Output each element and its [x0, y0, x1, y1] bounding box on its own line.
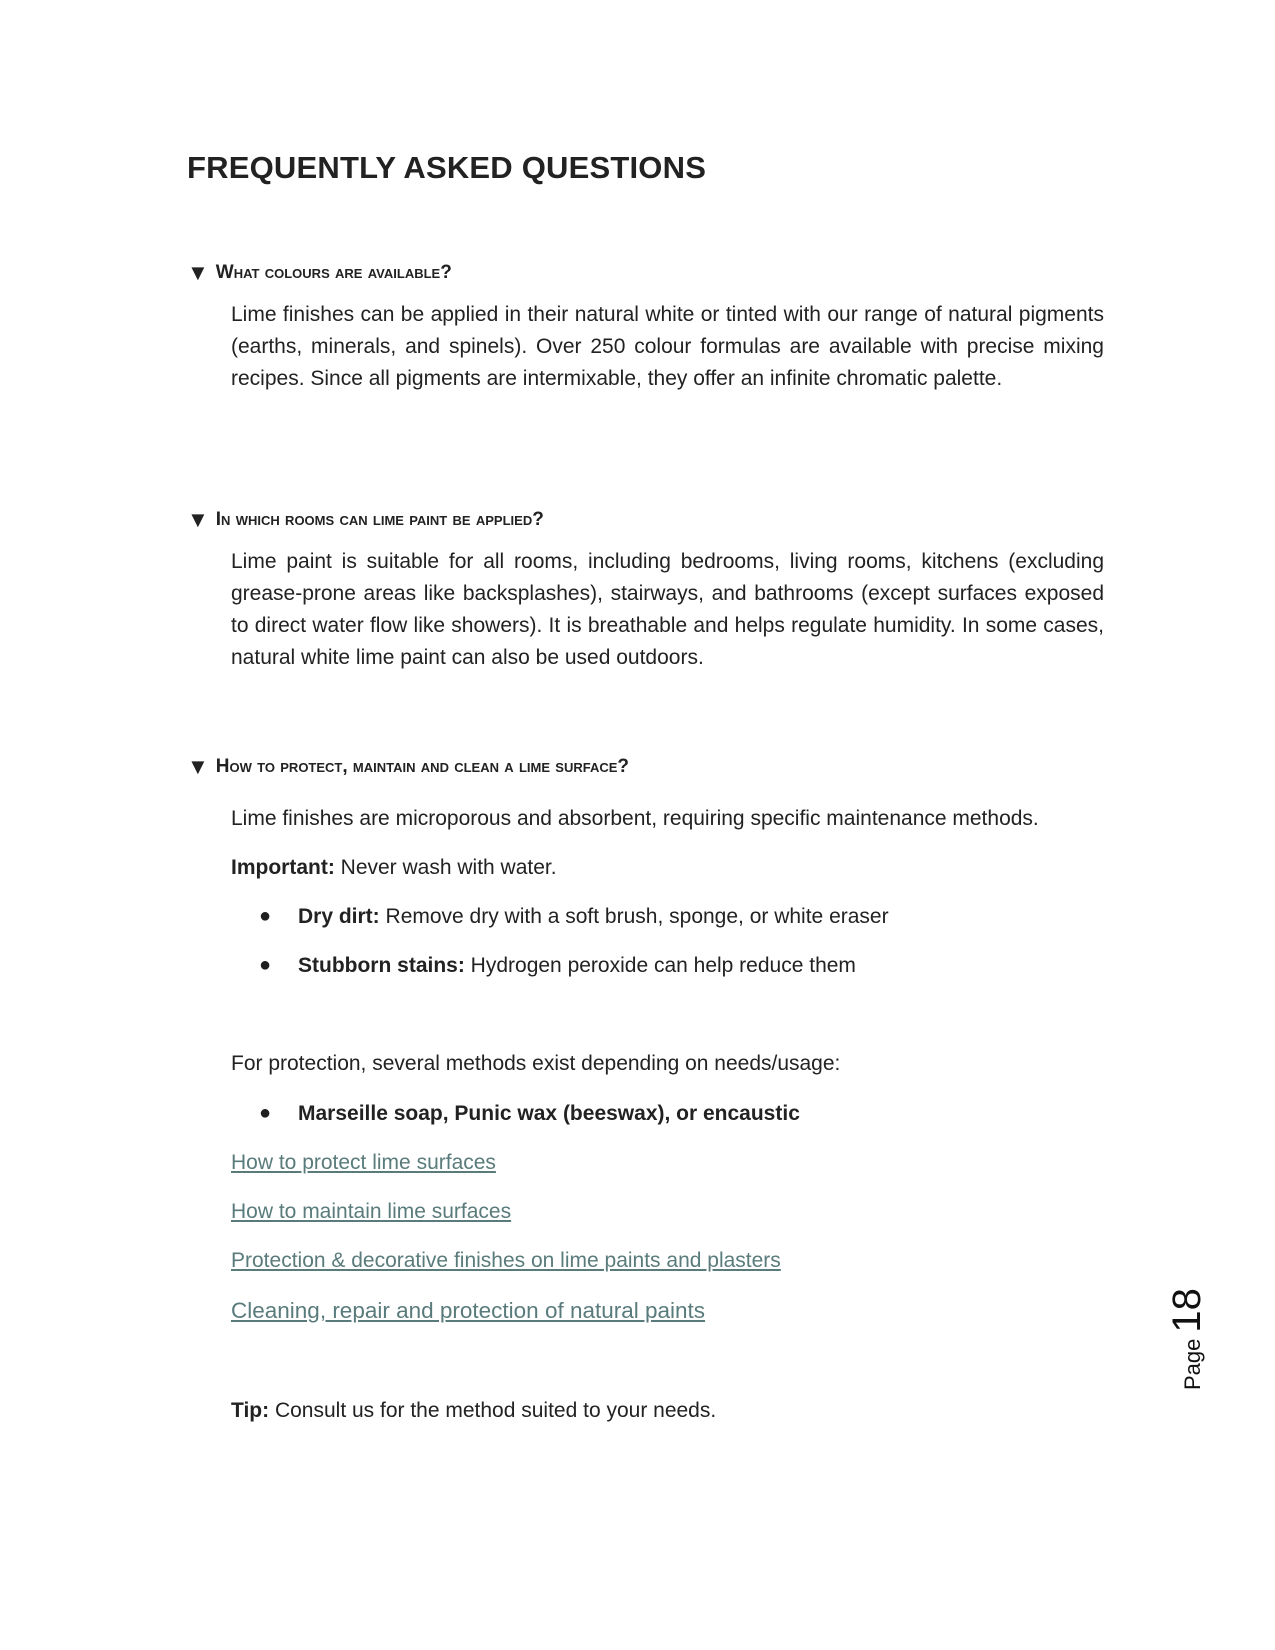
- link-cleaning-repair[interactable]: Cleaning, repair and protection of natural paints: [231, 1298, 706, 1323]
- list-item-label: Stubborn stains:: [298, 954, 465, 977]
- faq-question[interactable]: [187, 509, 1104, 531]
- faq-question-text: What colours are available?: [215, 262, 452, 283]
- page-number: [1165, 1288, 1209, 1390]
- faq-answer: Lime paint is suitable for all rooms, including bedrooms, living rooms, kitchens (excluding grease-prone areas like backsplashes), stairways, and bathrooms (except surfaces exposed to direct water flow like showers). It is breathable and helps regulate humidity. In some cases, natural white lime paint can also be used outdoors.: [231, 550, 1104, 669]
- triangle-down-icon[interactable]: ▼: [187, 754, 209, 779]
- faq-question[interactable]: [187, 756, 1104, 778]
- faq-item-maintenance: [187, 756, 1104, 778]
- bullet-icon: ●: [259, 954, 272, 976]
- page-number-value: 18: [1165, 1288, 1209, 1333]
- bullet-icon: ●: [259, 905, 272, 927]
- tip-label: Tip:: [231, 1399, 270, 1422]
- link-protection-finishes[interactable]: Protection & decorative finishes on lime paints and plasters: [231, 1249, 781, 1272]
- list-item-label: Dry dirt:: [298, 905, 380, 928]
- link-protect-lime[interactable]: How to protect lime surfaces: [231, 1151, 496, 1174]
- faq-question[interactable]: [187, 262, 1104, 284]
- important-note: [231, 856, 557, 880]
- triangle-down-icon[interactable]: ▼: [187, 260, 209, 285]
- protection-intro: For protection, several methods exist depending on needs/usage:: [231, 1052, 841, 1075]
- faq-item-colours: [187, 262, 1104, 395]
- page-title: FREQUENTLY ASKED QUESTIONS: [187, 150, 707, 185]
- faq-question-text: How to protect, maintain and clean a lime surface?: [215, 756, 630, 777]
- list-item-text: Remove dry with a soft brush, sponge, or white eraser: [379, 905, 889, 928]
- triangle-down-icon[interactable]: ▼: [187, 507, 209, 532]
- maintenance-intro: Lime finishes are microporous and absorbent, requiring specific maintenance methods.: [231, 807, 1039, 830]
- list-item: [298, 905, 889, 929]
- list-item-text: Hydrogen peroxide can help reduce them: [464, 954, 856, 977]
- page-label: Page: [1180, 1338, 1205, 1390]
- faq-answer: Lime finishes can be applied in their natural white or tinted with our range of natural pigments (earths, minerals, and spinels). Over 250 colour formulas are available with precise mixing recipes. Since all pigments are intermixable, they offer an infinite chromatic palette.: [231, 303, 1104, 390]
- important-text: Never wash with water.: [334, 856, 557, 879]
- list-item: [298, 954, 856, 978]
- bullet-icon: ●: [259, 1102, 272, 1124]
- important-label: Important:: [231, 856, 335, 879]
- faq-item-rooms: [187, 509, 1104, 674]
- protection-bullet: Marseille soap, Punic wax (beeswax), or encaustic: [298, 1102, 800, 1125]
- tip: [231, 1399, 716, 1423]
- faq-question-text: In which rooms can lime paint be applied?: [215, 509, 544, 530]
- link-maintain-lime[interactable]: How to maintain lime surfaces: [231, 1200, 512, 1223]
- tip-text: Consult us for the method suited to your needs.: [269, 1399, 717, 1422]
